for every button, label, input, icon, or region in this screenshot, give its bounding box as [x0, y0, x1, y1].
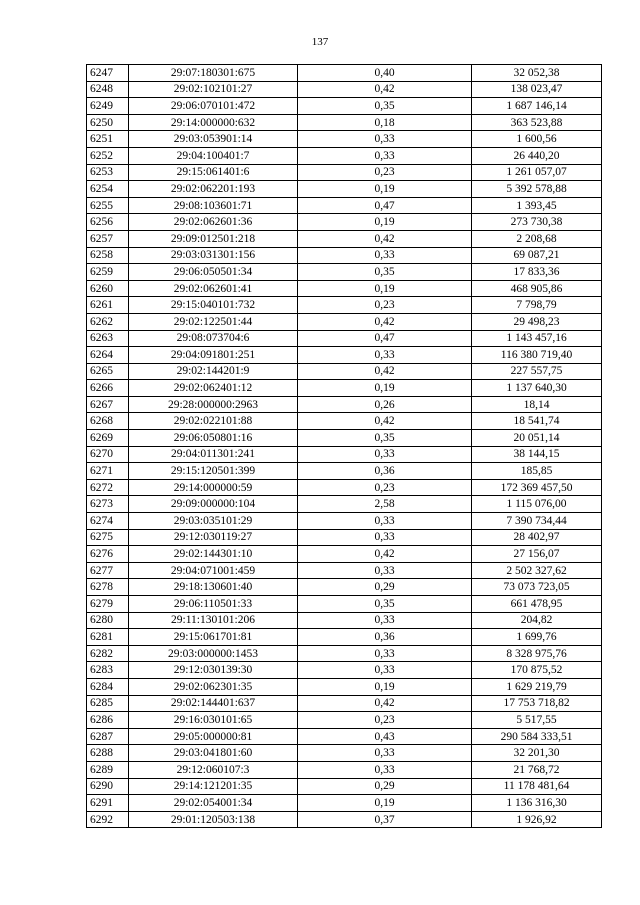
row-number-cell: 6268 — [87, 413, 129, 430]
row-number-cell: 6255 — [87, 197, 129, 214]
cadastral-number-cell: 29:07:180301:675 — [129, 65, 298, 82]
value-cell: 17 833,36 — [472, 264, 602, 281]
rate-cell: 0,42 — [298, 313, 472, 330]
cadastral-number-cell: 29:02:062601:41 — [129, 280, 298, 297]
table-row — [87, 678, 602, 695]
value-cell: 26 440,20 — [472, 147, 602, 164]
value-cell: 227 557,75 — [472, 363, 602, 380]
rate-cell: 0,33 — [298, 612, 472, 629]
table-row — [87, 147, 602, 164]
row-number-cell: 6271 — [87, 463, 129, 480]
rate-cell: 0,33 — [298, 446, 472, 463]
row-number-cell: 6280 — [87, 612, 129, 629]
rate-cell: 0,29 — [298, 579, 472, 596]
row-number-cell: 6292 — [87, 811, 129, 828]
cadastral-number-cell: 29:03:041801:60 — [129, 745, 298, 762]
table-row — [87, 761, 602, 778]
table-row — [87, 396, 602, 413]
rate-cell: 0,42 — [298, 230, 472, 247]
value-cell: 69 087,21 — [472, 247, 602, 264]
value-cell: 21 768,72 — [472, 761, 602, 778]
rate-cell: 0,23 — [298, 164, 472, 181]
table-row — [87, 114, 602, 131]
value-cell: 11 178 481,64 — [472, 778, 602, 795]
cadastral-number-cell: 29:14:000000:59 — [129, 479, 298, 496]
rate-cell: 0,18 — [298, 114, 472, 131]
table-row — [87, 297, 602, 314]
table-row — [87, 347, 602, 364]
cadastral-number-cell: 29:05:000000:81 — [129, 728, 298, 745]
cadastral-number-cell: 29:02:144301:10 — [129, 546, 298, 563]
cadastral-number-cell: 29:03:031301:156 — [129, 247, 298, 264]
table-row — [87, 579, 602, 596]
rate-cell: 0,35 — [298, 430, 472, 447]
rate-cell: 0,33 — [298, 645, 472, 662]
value-cell: 5 517,55 — [472, 712, 602, 729]
value-cell: 32 201,30 — [472, 745, 602, 762]
rate-cell: 0,19 — [298, 380, 472, 397]
cadastral-number-cell: 29:03:000000:1453 — [129, 645, 298, 662]
row-number-cell: 6262 — [87, 313, 129, 330]
cadastral-number-cell: 29:06:050501:34 — [129, 264, 298, 281]
cadastral-number-cell: 29:14:000000:632 — [129, 114, 298, 131]
cadastral-number-cell: 29:02:062601:36 — [129, 214, 298, 231]
value-cell: 28 402,97 — [472, 529, 602, 546]
table-row — [87, 164, 602, 181]
rate-cell: 0,33 — [298, 662, 472, 679]
table-row — [87, 546, 602, 563]
cadastral-number-cell: 29:02:122501:44 — [129, 313, 298, 330]
table-row — [87, 214, 602, 231]
table-row — [87, 728, 602, 745]
rate-cell: 0,42 — [298, 81, 472, 98]
rate-cell: 0,43 — [298, 728, 472, 745]
value-cell: 8 328 975,76 — [472, 645, 602, 662]
table-row — [87, 712, 602, 729]
rate-cell: 0,33 — [298, 247, 472, 264]
cadastral-value-table — [86, 64, 602, 828]
rate-cell: 0,23 — [298, 479, 472, 496]
value-cell: 18,14 — [472, 396, 602, 413]
table-row — [87, 513, 602, 530]
value-cell: 38 144,15 — [472, 446, 602, 463]
row-number-cell: 6287 — [87, 728, 129, 745]
table-row — [87, 131, 602, 148]
table-row — [87, 181, 602, 198]
value-cell: 1 600,56 — [472, 131, 602, 148]
table-row — [87, 629, 602, 646]
cadastral-number-cell: 29:12:030119:27 — [129, 529, 298, 546]
table-row — [87, 380, 602, 397]
row-number-cell: 6253 — [87, 164, 129, 181]
value-cell: 170 875,52 — [472, 662, 602, 679]
rate-cell: 0,47 — [298, 330, 472, 347]
table-row — [87, 662, 602, 679]
rate-cell: 0,36 — [298, 629, 472, 646]
row-number-cell: 6270 — [87, 446, 129, 463]
cadastral-number-cell: 29:02:062301:35 — [129, 678, 298, 695]
value-cell: 661 478,95 — [472, 596, 602, 613]
value-cell: 20 051,14 — [472, 430, 602, 447]
rate-cell: 0,33 — [298, 562, 472, 579]
rate-cell: 0,33 — [298, 347, 472, 364]
rate-cell: 0,42 — [298, 413, 472, 430]
row-number-cell: 6247 — [87, 65, 129, 82]
table-row — [87, 280, 602, 297]
table-row — [87, 330, 602, 347]
rate-cell: 0,33 — [298, 761, 472, 778]
row-number-cell: 6264 — [87, 347, 129, 364]
cadastral-number-cell: 29:03:053901:14 — [129, 131, 298, 148]
table-row — [87, 562, 602, 579]
table-row — [87, 778, 602, 795]
table-row — [87, 313, 602, 330]
row-number-cell: 6288 — [87, 745, 129, 762]
cadastral-number-cell: 29:15:040101:732 — [129, 297, 298, 314]
row-number-cell: 6269 — [87, 430, 129, 447]
value-cell: 7 390 734,44 — [472, 513, 602, 530]
rate-cell: 0,23 — [298, 712, 472, 729]
cadastral-number-cell: 29:02:062201:193 — [129, 181, 298, 198]
value-cell: 273 730,38 — [472, 214, 602, 231]
table-row — [87, 363, 602, 380]
cadastral-number-cell: 29:12:060107:3 — [129, 761, 298, 778]
rate-cell: 0,42 — [298, 546, 472, 563]
row-number-cell: 6254 — [87, 181, 129, 198]
table-row — [87, 596, 602, 613]
row-number-cell: 6273 — [87, 496, 129, 513]
row-number-cell: 6256 — [87, 214, 129, 231]
table-row — [87, 496, 602, 513]
table-row — [87, 811, 602, 828]
cadastral-number-cell: 29:08:073704:6 — [129, 330, 298, 347]
row-number-cell: 6286 — [87, 712, 129, 729]
cadastral-number-cell: 29:08:103601:71 — [129, 197, 298, 214]
table-row — [87, 413, 602, 430]
table-row — [87, 612, 602, 629]
table-row — [87, 98, 602, 115]
rate-cell: 0,33 — [298, 513, 472, 530]
cadastral-number-cell: 29:04:071001:459 — [129, 562, 298, 579]
cadastral-number-cell: 29:03:035101:29 — [129, 513, 298, 530]
value-cell: 138 023,47 — [472, 81, 602, 98]
row-number-cell: 6284 — [87, 678, 129, 695]
table-row — [87, 65, 602, 82]
row-number-cell: 6261 — [87, 297, 129, 314]
row-number-cell: 6274 — [87, 513, 129, 530]
table-row — [87, 795, 602, 812]
table-row — [87, 745, 602, 762]
row-number-cell: 6250 — [87, 114, 129, 131]
rate-cell: 0,19 — [298, 214, 472, 231]
value-cell: 29 498,23 — [472, 313, 602, 330]
rate-cell: 0,19 — [298, 795, 472, 812]
cadastral-number-cell: 29:16:030101:65 — [129, 712, 298, 729]
cadastral-number-cell: 29:02:062401:12 — [129, 380, 298, 397]
row-number-cell: 6249 — [87, 98, 129, 115]
table-row — [87, 430, 602, 447]
cadastral-number-cell: 29:15:061401:6 — [129, 164, 298, 181]
row-number-cell: 6277 — [87, 562, 129, 579]
cadastral-number-cell: 29:11:130101:206 — [129, 612, 298, 629]
rate-cell: 0,19 — [298, 181, 472, 198]
value-cell: 290 584 333,51 — [472, 728, 602, 745]
row-number-cell: 6281 — [87, 629, 129, 646]
rate-cell: 0,36 — [298, 463, 472, 480]
table-row — [87, 529, 602, 546]
value-cell: 1 136 316,30 — [472, 795, 602, 812]
cadastral-number-cell: 29:04:100401:7 — [129, 147, 298, 164]
value-cell: 1 261 057,07 — [472, 164, 602, 181]
row-number-cell: 6252 — [87, 147, 129, 164]
value-cell: 17 753 718,82 — [472, 695, 602, 712]
cadastral-number-cell: 29:01:120503:138 — [129, 811, 298, 828]
table-row — [87, 463, 602, 480]
row-number-cell: 6267 — [87, 396, 129, 413]
row-number-cell: 6278 — [87, 579, 129, 596]
row-number-cell: 6263 — [87, 330, 129, 347]
value-cell: 172 369 457,50 — [472, 479, 602, 496]
rate-cell: 2,58 — [298, 496, 472, 513]
cadastral-number-cell: 29:02:054001:34 — [129, 795, 298, 812]
value-cell: 32 052,38 — [472, 65, 602, 82]
rate-cell: 0,47 — [298, 197, 472, 214]
cadastral-number-cell: 29:12:030139:30 — [129, 662, 298, 679]
row-number-cell: 6266 — [87, 380, 129, 397]
value-cell: 363 523,88 — [472, 114, 602, 131]
table-row — [87, 230, 602, 247]
table-body — [87, 65, 602, 828]
table-row — [87, 247, 602, 264]
cadastral-number-cell: 29:15:061701:81 — [129, 629, 298, 646]
rate-cell: 0,40 — [298, 65, 472, 82]
table-row — [87, 197, 602, 214]
row-number-cell: 6291 — [87, 795, 129, 812]
value-cell: 1 629 219,79 — [472, 678, 602, 695]
rate-cell: 0,37 — [298, 811, 472, 828]
value-cell: 468 905,86 — [472, 280, 602, 297]
rate-cell: 0,42 — [298, 363, 472, 380]
rate-cell: 0,23 — [298, 297, 472, 314]
value-cell: 7 798,79 — [472, 297, 602, 314]
rate-cell: 0,29 — [298, 778, 472, 795]
row-number-cell: 6275 — [87, 529, 129, 546]
rate-cell: 0,26 — [298, 396, 472, 413]
rate-cell: 0,42 — [298, 695, 472, 712]
value-cell: 2 502 327,62 — [472, 562, 602, 579]
cadastral-number-cell: 29:02:144201:9 — [129, 363, 298, 380]
row-number-cell: 6283 — [87, 662, 129, 679]
row-number-cell: 6272 — [87, 479, 129, 496]
rate-cell: 0,33 — [298, 131, 472, 148]
table-row — [87, 446, 602, 463]
row-number-cell: 6290 — [87, 778, 129, 795]
rate-cell: 0,19 — [298, 280, 472, 297]
cadastral-number-cell: 29:04:011301:241 — [129, 446, 298, 463]
value-cell: 1 926,92 — [472, 811, 602, 828]
row-number-cell: 6279 — [87, 596, 129, 613]
row-number-cell: 6265 — [87, 363, 129, 380]
value-cell: 18 541,74 — [472, 413, 602, 430]
value-cell: 185,85 — [472, 463, 602, 480]
value-cell: 5 392 578,88 — [472, 181, 602, 198]
table-row — [87, 695, 602, 712]
value-cell: 27 156,07 — [472, 546, 602, 563]
page-number: 137 — [311, 36, 329, 48]
table-row — [87, 479, 602, 496]
cadastral-number-cell: 29:06:110501:33 — [129, 596, 298, 613]
rate-cell: 0,33 — [298, 147, 472, 164]
cadastral-number-cell: 29:02:144401:637 — [129, 695, 298, 712]
cadastral-number-cell: 29:15:120501:399 — [129, 463, 298, 480]
value-cell: 204,82 — [472, 612, 602, 629]
rate-cell: 0,35 — [298, 596, 472, 613]
row-number-cell: 6285 — [87, 695, 129, 712]
rate-cell: 0,19 — [298, 678, 472, 695]
cadastral-number-cell: 29:28:000000:2963 — [129, 396, 298, 413]
value-cell: 73 073 723,05 — [472, 579, 602, 596]
value-cell: 1 393,45 — [472, 197, 602, 214]
cadastral-number-cell: 29:14:121201:35 — [129, 778, 298, 795]
value-cell: 1 115 076,00 — [472, 496, 602, 513]
row-number-cell: 6257 — [87, 230, 129, 247]
row-number-cell: 6289 — [87, 761, 129, 778]
rate-cell: 0,35 — [298, 98, 472, 115]
value-cell: 1 143 457,16 — [472, 330, 602, 347]
cadastral-number-cell: 29:09:012501:218 — [129, 230, 298, 247]
row-number-cell: 6276 — [87, 546, 129, 563]
value-cell: 2 208,68 — [472, 230, 602, 247]
cadastral-number-cell: 29:04:091801:251 — [129, 347, 298, 364]
row-number-cell: 6282 — [87, 645, 129, 662]
rate-cell: 0,33 — [298, 745, 472, 762]
row-number-cell: 6248 — [87, 81, 129, 98]
cadastral-number-cell: 29:09:000000:104 — [129, 496, 298, 513]
table-row — [87, 81, 602, 98]
value-cell: 116 380 719,40 — [472, 347, 602, 364]
row-number-cell: 6251 — [87, 131, 129, 148]
cadastral-number-cell: 29:06:050801:16 — [129, 430, 298, 447]
value-cell: 1 699,76 — [472, 629, 602, 646]
cadastral-number-cell: 29:06:070101:472 — [129, 98, 298, 115]
row-number-cell: 6259 — [87, 264, 129, 281]
table-row — [87, 645, 602, 662]
value-cell: 1 137 640,30 — [472, 380, 602, 397]
row-number-cell: 6258 — [87, 247, 129, 264]
rate-cell: 0,33 — [298, 529, 472, 546]
row-number-cell: 6260 — [87, 280, 129, 297]
value-cell: 1 687 146,14 — [472, 98, 602, 115]
cadastral-number-cell: 29:02:022101:88 — [129, 413, 298, 430]
cadastral-number-cell: 29:02:102101:27 — [129, 81, 298, 98]
cadastral-number-cell: 29:18:130601:40 — [129, 579, 298, 596]
table-row — [87, 264, 602, 281]
rate-cell: 0,35 — [298, 264, 472, 281]
